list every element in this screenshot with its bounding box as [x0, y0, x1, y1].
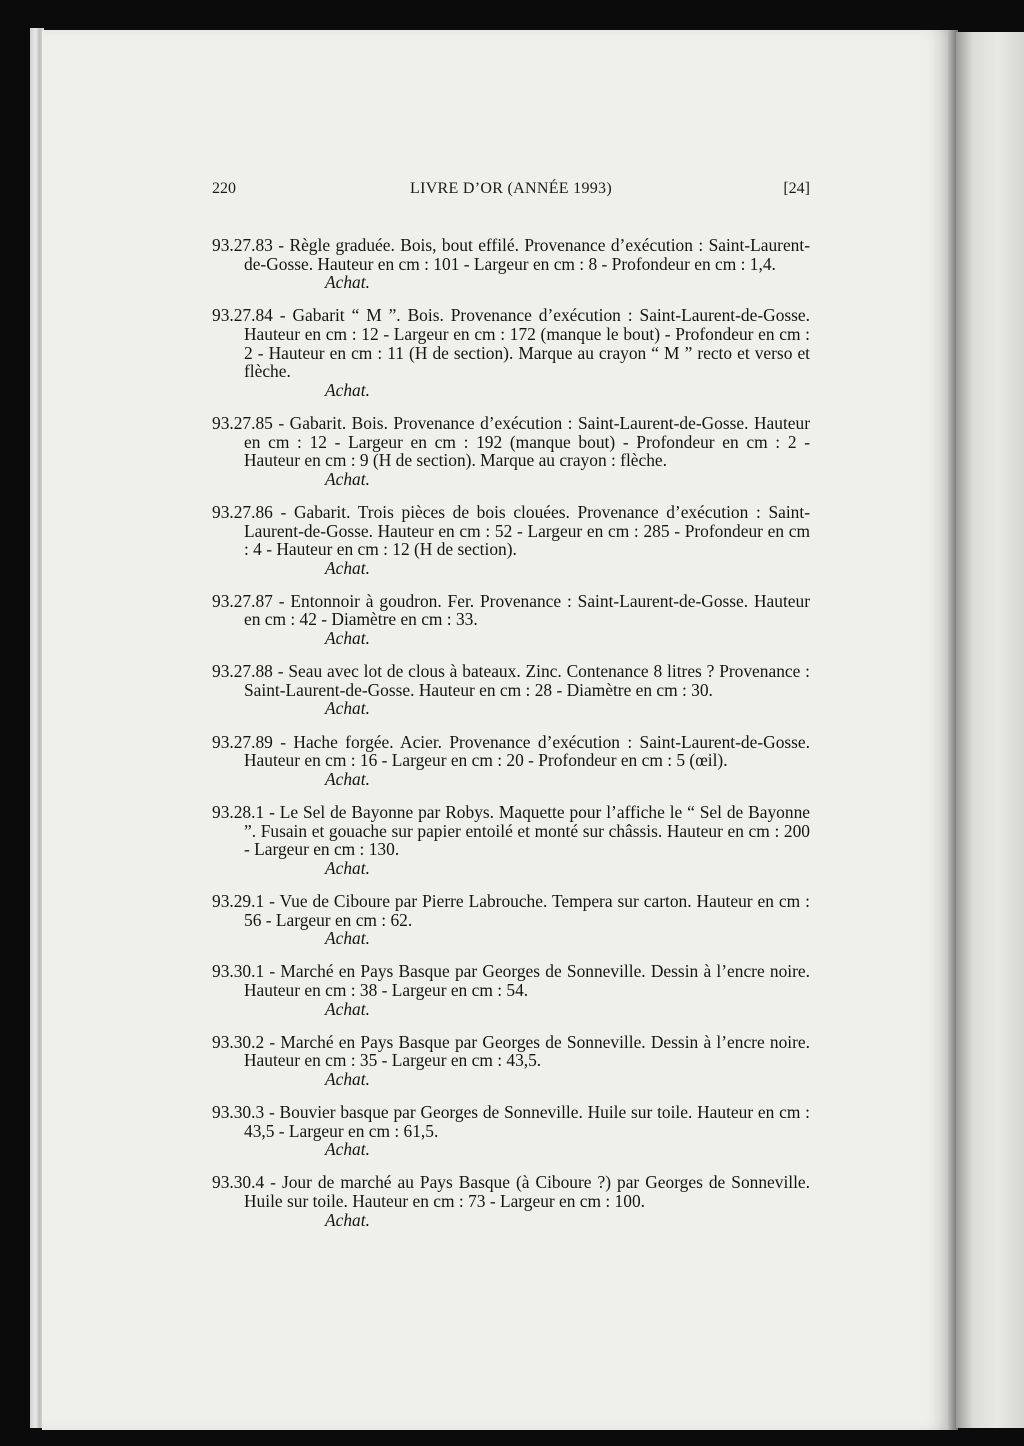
catalogue-entry: [212, 592, 810, 648]
entry-acquisition: Achat.: [325, 272, 370, 293]
entry-description: 93.27.84 - Gabarit “ M ”. Bois. Provenance d’exécution : Saint-Laurent-de-Gosse. Hauteur en cm : 12 - Largeur en cm : 172 (manque le bout) - Profondeur en cm : 2 - Hauteur en cm : 11 (H de section). Marque au crayon “ M ” recto et verso et flèche.: [212, 305, 810, 382]
entry-description: 93.27.83 - Règle graduée. Bois, bout effilé. Provenance d’exécution : Saint-Laurent-de-Gosse. Hauteur en cm : 101 - Largeur en cm : 8 - Profondeur en cm : 1,4.: [212, 235, 810, 274]
entry-description: 93.27.86 - Gabarit. Trois pièces de bois clouées. Provenance d’exécution : Saint-Laurent-de-Gosse. Hauteur en cm : 52 - Largeur en cm : 285 - Profondeur en cm : 4 - Hauteur en cm : 12 (H de section).: [212, 501, 810, 560]
catalogue-entry: [212, 503, 810, 577]
catalogue-entry: [212, 236, 810, 292]
entry-description: 93.29.1 - Vue de Ciboure par Pierre Labrouche. Tempera sur carton. Hauteur en cm : 56 - Largeur en cm : 62.: [212, 890, 810, 930]
catalogue-entry: [212, 414, 810, 488]
catalogue-entry: [212, 1103, 810, 1159]
catalogue-entries: [212, 236, 810, 1244]
entry-acquisition: Achat.: [325, 379, 370, 400]
running-head: [212, 180, 810, 204]
entry-description: 93.30.4 - Jour de marché au Pays Basque (à Ciboure ?) par Georges de Sonneville. Huile sur toile. Hauteur en cm : 73 - Largeur en cm : 100.: [212, 1172, 810, 1212]
entry-description: 93.30.1 - Marché en Pays Basque par Georges de Sonneville. Dessin à l’encre noire. Hauteur en cm : 38 - Largeur en cm : 54.: [212, 961, 810, 1000]
entry-acquisition: Achat.: [325, 928, 370, 949]
entry-acquisition: Achat.: [325, 1068, 370, 1089]
page-number: 220: [212, 180, 236, 197]
entry-acquisition: Achat.: [325, 557, 370, 578]
entry-acquisition: Achat.: [325, 468, 370, 489]
catalogue-entry: [212, 892, 810, 948]
catalogue-entry: [212, 1033, 810, 1089]
catalogue-entry: [212, 962, 810, 1018]
catalogue-entry: [212, 1173, 810, 1229]
facing-page-edge: [956, 32, 1024, 1428]
entry-description: 93.27.88 - Seau avec lot de clous à bateaux. Zinc. Contenance 8 litres ? Provenance : Saint-Laurent-de-Gosse. Hauteur en cm : 28 - Diamètre en cm : 30.: [212, 661, 810, 700]
entry-acquisition: Achat.: [325, 857, 370, 878]
entry-description: 93.28.1 - Le Sel de Bayonne par Robys. Maquette pour l’affiche le “ Sel de Bayonne ”. Fusain et gouache sur papier entoilé et monté sur châssis. Hauteur en cm : 200 - Largeur en cm : 130.: [212, 802, 810, 860]
entry-acquisition: Achat.: [325, 998, 370, 1019]
entry-description: 93.30.3 - Bouvier basque par Georges de Sonneville. Huile sur toile. Hauteur en cm : 43,5 - Largeur en cm : 61,5.: [212, 1102, 810, 1141]
section-number: [24]: [783, 180, 810, 197]
entry-description: 93.27.85 - Gabarit. Bois. Provenance d’exécution : Saint-Laurent-de-Gosse. Hauteur en cm : 12 - Largeur en cm : 192 (manque bout) - Profondeur en cm : 2 - Hauteur en cm : 9 (H de section). Marque au crayon : flèche.: [212, 412, 810, 471]
catalogue-entry: [212, 803, 810, 877]
catalogue-entry: [212, 306, 810, 399]
running-title: LIVRE D’OR (ANNÉE 1993): [410, 180, 612, 197]
entry-description: 93.27.89 - Hache forgée. Acier. Provenance d’exécution : Saint-Laurent-de-Gosse. Hauteur en cm : 16 - Largeur en cm : 20 - Profondeur en cm : 5 (œil).: [212, 731, 810, 771]
entry-acquisition: Achat.: [325, 768, 370, 789]
entry-acquisition: Achat.: [325, 628, 370, 649]
entry-description: 93.30.2 - Marché en Pays Basque par Georges de Sonneville. Dessin à l’encre noire. Hauteur en cm : 35 - Largeur en cm : 43,5.: [212, 1031, 810, 1071]
entry-description: 93.27.87 - Entonnoir à goudron. Fer. Provenance : Saint-Laurent-de-Gosse. Hauteur en cm : 42 - Diamètre en cm : 33.: [212, 590, 810, 630]
catalogue-entry: [212, 662, 810, 718]
entry-acquisition: Achat.: [325, 698, 370, 719]
entry-acquisition: Achat.: [325, 1139, 370, 1160]
catalogue-entry: [212, 733, 810, 789]
entry-acquisition: Achat.: [325, 1209, 370, 1230]
